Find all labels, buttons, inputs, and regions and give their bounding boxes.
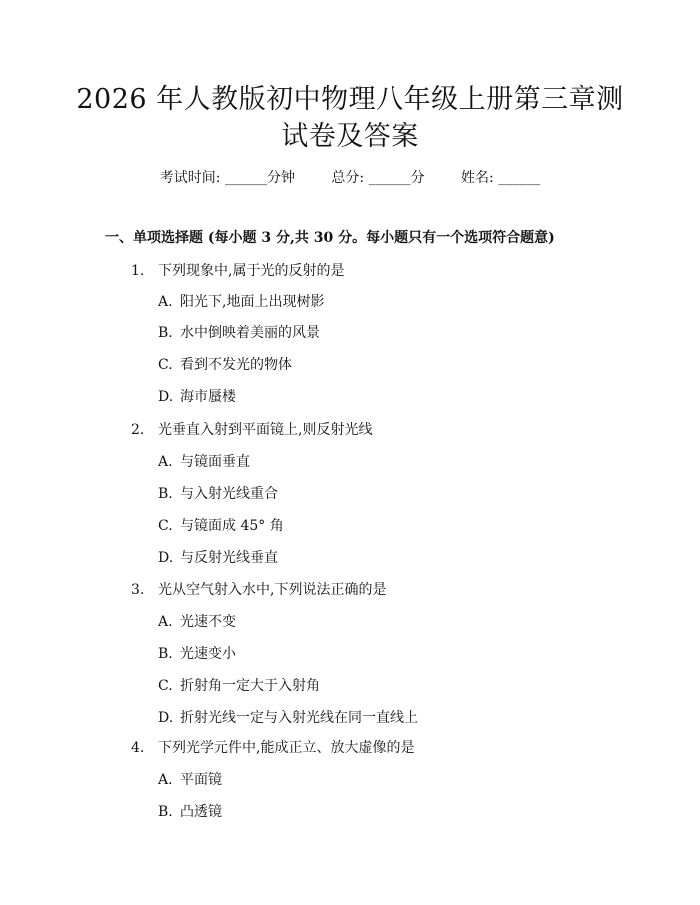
option-text: 看到不发光的物体 [180,357,292,373]
exam-title-line-1: 2026 年人教版初中物理八年级上册第三章测 [76,84,624,115]
option-text: 与反射光线垂直 [180,550,278,566]
question-3-option-c [158,676,320,696]
question-number: 1. [131,263,145,279]
option-text: 平面镜 [180,772,222,788]
option-text: 光速不变 [180,614,236,630]
student-name-field [461,168,540,188]
question-number: 3. [131,582,145,598]
question-3 [131,580,386,600]
exam-time-unit: 分钟 [266,170,295,186]
total-score-label: 总分: [331,170,365,186]
question-2-option-d [158,548,278,568]
exam-meta [0,168,700,188]
question-2-option-b [158,484,278,504]
option-text: 海市蜃楼 [180,389,236,405]
question-text: 下列现象中,属于光的反射的是 [158,263,345,279]
option-text: 光速变小 [180,646,236,662]
student-name-label: 姓名: [461,170,494,186]
total-score-unit: 分 [410,170,425,186]
option-letter: C. [158,678,173,694]
question-3-option-d [158,708,418,728]
option-text: 水中倒映着美丽的风景 [180,325,320,341]
exam-time-blank: ______ [224,170,267,186]
question-3-option-b [158,644,236,664]
option-text: 凸透镜 [180,804,222,820]
question-1-option-a [158,292,324,312]
option-letter: C. [158,518,173,534]
option-text: 与入射光线重合 [180,486,278,502]
total-score-field [331,168,424,188]
question-text: 下列光学元件中,能成正立、放大虚像的是 [158,740,415,756]
question-2-option-a [158,452,250,472]
option-letter: D. [158,710,174,726]
option-letter: A. [158,772,173,788]
option-text: 与镜面垂直 [180,454,250,470]
option-text: 折射角一定大于入射角 [180,678,320,694]
section-heading: 一、单项选择题 (每小题 3 分,共 30 分。每小题只有一个选项符合题意) [105,230,555,246]
option-letter: B. [158,646,173,662]
option-letter: B. [158,804,173,820]
option-letter: A. [158,454,173,470]
question-1-option-c [158,355,292,375]
exam-time-label: 考试时间: [159,170,221,186]
option-letter: C. [158,357,173,373]
question-3-option-a [158,612,236,632]
student-name-blank: ______ [498,170,541,186]
question-4-option-b [158,802,222,822]
option-letter: A. [158,614,173,630]
question-2-option-c [158,516,284,536]
option-letter: D. [158,550,174,566]
option-text: 阳光下,地面上出现树影 [180,294,325,310]
option-letter: A. [158,294,173,310]
question-1-option-d [158,387,236,407]
exam-title-line-2: 试卷及答案 [281,121,419,152]
option-letter: D. [158,389,174,405]
exam-time-field [160,168,295,188]
question-1 [131,261,344,281]
question-text: 光垂直入射到平面镜上,则反射光线 [158,422,373,438]
question-number: 4. [131,740,145,756]
question-text: 光从空气射入水中,下列说法正确的是 [158,582,387,598]
question-2 [131,420,372,440]
question-4 [131,738,414,758]
question-1-option-b [158,323,320,343]
option-text: 折射光线一定与入射光线在同一直线上 [180,710,418,726]
total-score-blank: ______ [368,170,411,186]
option-letter: B. [158,325,173,341]
question-number: 2. [131,422,145,438]
option-text: 与镜面成 45° 角 [180,518,284,534]
question-4-option-a [158,770,222,790]
option-letter: B. [158,486,173,502]
